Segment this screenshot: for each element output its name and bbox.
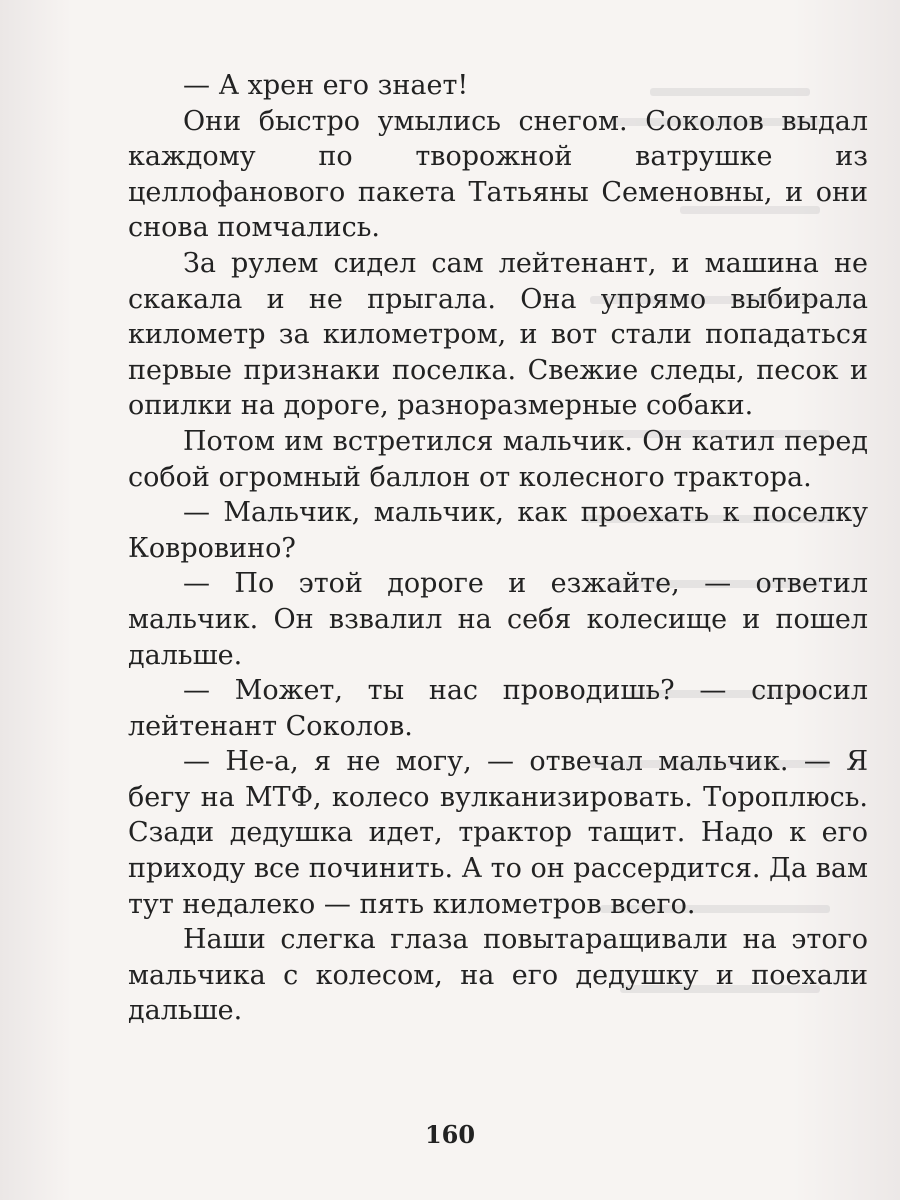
paragraph: Наши слегка глаза повытаращивали на этого мальчика с колесом, на его дедушку и поехали дальше. <box>128 924 868 1027</box>
paragraph: За рулем сидел сам лейтенант, и машина не скакала и не прыгала. Она упрямо выбирала километр за километром, и вот стали попадаться первые признаки поселка. Свежие следы, песок и опилки на дороге, разноразмерные собаки. <box>128 247 868 422</box>
paragraph: Потом им встретился мальчик. Он катил перед собой огромный баллон от колесного трактора. <box>128 425 868 493</box>
paragraph: — Не-а, я не могу, — отвечал мальчик. — Я бегу на МТФ, колесо вулканизировать. Тороплюсь. Сзади дедушка идет, трактор тащит. Надо к его приходу все починить. А то он рассердится. Да вам тут недалеко — пять километров всего. <box>128 746 868 920</box>
text-body <box>128 68 868 1029</box>
paragraph: — Мальчик, мальчик, как проехать к поселку Ковровино? <box>128 497 868 564</box>
paragraph: Они быстро умылись снегом. Соколов выдал каждому по творожной ватрушке из целлофанового пакета Татьяны Семеновны, и они снова помчались. <box>128 105 868 244</box>
paragraph: — А хрен его знает! <box>183 70 469 101</box>
paragraph: — Может, ты нас проводишь? — спросил лейтенант Соколов. <box>128 675 868 742</box>
paragraph: — По этой дороге и езжайте, — ответил мальчик. Он взвалил на себя колесище и пошел дальше. <box>128 568 868 671</box>
page-number: 160 <box>424 1120 476 1149</box>
